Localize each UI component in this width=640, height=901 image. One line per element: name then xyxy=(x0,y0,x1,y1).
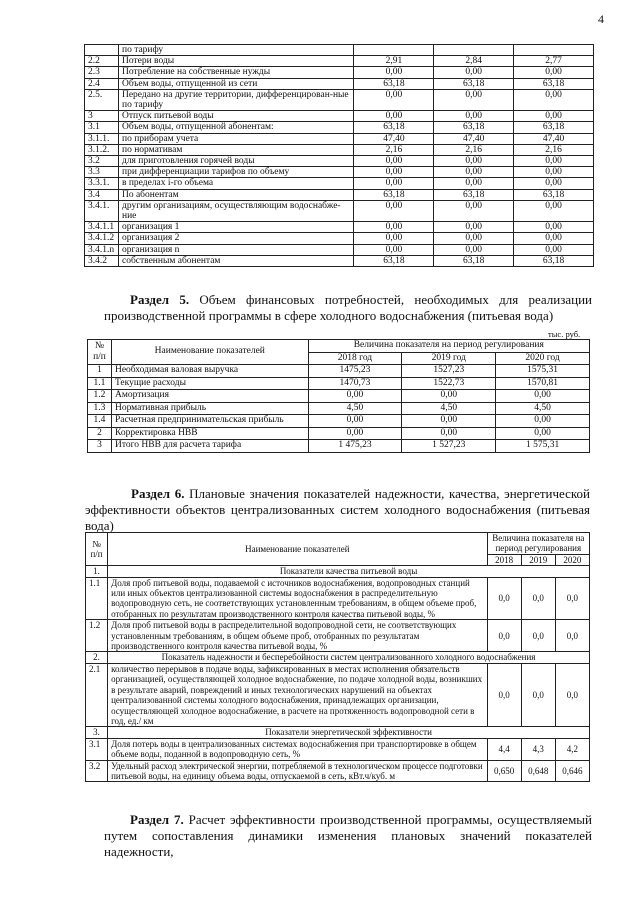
row-number: 3 xyxy=(85,111,119,122)
group-row xyxy=(86,652,590,663)
t3-year: 2020 xyxy=(555,554,589,565)
row-value: 1 527,23 xyxy=(402,440,496,453)
t3-year: 2018 xyxy=(487,554,521,565)
section7-heading-label: Раздел 7. xyxy=(130,812,184,827)
row-name: Корректировка НВВ xyxy=(111,427,308,440)
group-number: 1. xyxy=(86,566,108,577)
row-number: 3.4 xyxy=(85,189,119,200)
t2-year: 2019 год xyxy=(402,352,496,365)
row-value: 0,00 xyxy=(354,178,434,189)
table-row xyxy=(85,178,594,189)
row-value: 63,18 xyxy=(514,122,594,133)
row-value: 47,40 xyxy=(354,133,434,144)
row-name: для приготовления горячей воды xyxy=(118,156,354,167)
row-value: 0,0 xyxy=(521,620,555,652)
row-name: при дифференциации тарифов по объему xyxy=(118,167,354,178)
row-value: 0,00 xyxy=(354,111,434,122)
section6-heading-label: Раздел 6. xyxy=(131,486,185,501)
table-row xyxy=(85,45,594,56)
row-value: 63,18 xyxy=(354,78,434,89)
section7-heading-text: Расчет эффективности производственной программы, осуществляемый путем сопоставления динамики изменения плановых значений показателей надежности, xyxy=(104,812,592,859)
row-name: Текущие расходы xyxy=(111,377,308,390)
table-row xyxy=(88,402,590,415)
row-name: Расчетная предпринимательская прибыль xyxy=(111,415,308,428)
table-row xyxy=(85,167,594,178)
row-value: 63,18 xyxy=(434,78,514,89)
row-number: 3.1 xyxy=(86,738,108,760)
group-number: 3. xyxy=(86,727,108,738)
row-name: Доля проб питьевой воды, подаваемой с источников водоснабжения, водопроводных станций или иных объектов централизованной системы водоснабжения в распределительную водопроводную сеть, не соответствующих установленным требованиям, в общем объеме проб, отобранных по результатам производственного контроля качества питьевой воды, % xyxy=(108,577,488,620)
row-value: 0,0 xyxy=(555,577,589,620)
table-row xyxy=(88,427,590,440)
row-number: 3.3.1. xyxy=(85,178,119,189)
row-name: Объем воды, отпущенной абонентам: xyxy=(118,122,354,133)
row-number: 3.3 xyxy=(85,167,119,178)
table-row xyxy=(85,189,594,200)
row-number: 1.4 xyxy=(88,415,112,428)
row-value: 47,40 xyxy=(514,133,594,144)
table-row xyxy=(85,89,594,110)
row-value xyxy=(354,45,434,56)
group-number: 2. xyxy=(86,652,108,663)
row-name: Объем воды, отпущенной из сети xyxy=(118,78,354,89)
row-value: 0,00 xyxy=(354,233,434,244)
t3-col-no: № п/п xyxy=(86,533,108,566)
row-value: 0,00 xyxy=(308,390,402,403)
row-value: 0,0 xyxy=(487,577,521,620)
table-row xyxy=(85,233,594,244)
t2-year: 2020 год xyxy=(496,352,590,365)
t3-year: 2019 xyxy=(521,554,555,565)
row-value: 4,50 xyxy=(308,402,402,415)
row-value: 0,00 xyxy=(354,222,434,233)
row-value: 0,00 xyxy=(434,178,514,189)
row-name: Передано на другие территории, дифференцирован-ные по тарифу xyxy=(118,89,354,110)
row-value: 4,50 xyxy=(402,402,496,415)
row-value: 2,77 xyxy=(514,56,594,67)
row-value: 4,3 xyxy=(521,738,555,760)
section6-heading xyxy=(85,486,590,534)
row-name: по нормативам xyxy=(118,144,354,155)
table-row xyxy=(85,255,594,266)
row-value: 63,18 xyxy=(434,122,514,133)
section5-heading-text: Объем финансовых потребностей, необходимых для реализации производственной программы в сфере холодного водоснабжения (питьевая вода) xyxy=(104,292,593,323)
row-name: по тарифу xyxy=(118,45,354,56)
group-title: Показатели энергетической эффективности xyxy=(108,727,590,738)
row-value: 63,18 xyxy=(434,189,514,200)
row-value: 0,00 xyxy=(308,415,402,428)
row-name: организация 1 xyxy=(118,222,354,233)
table-row xyxy=(86,620,590,652)
row-value: 1 575,31 xyxy=(496,440,590,453)
row-value: 0,00 xyxy=(434,244,514,255)
table-row xyxy=(86,577,590,620)
row-value: 0,00 xyxy=(514,200,594,221)
row-value: 0,00 xyxy=(354,244,434,255)
row-name: по приборам учета xyxy=(118,133,354,144)
row-value: 0,00 xyxy=(402,415,496,428)
row-value: 0,00 xyxy=(354,200,434,221)
group-title: Показатели качества питьевой воды xyxy=(108,566,590,577)
table-row xyxy=(86,738,590,760)
row-value: 2,16 xyxy=(434,144,514,155)
row-value: 0,00 xyxy=(434,222,514,233)
row-value xyxy=(434,45,514,56)
water-balance-table xyxy=(84,44,594,267)
row-name: Потребление на собственные нужды xyxy=(118,67,354,78)
reliability-indicators-table xyxy=(85,532,590,782)
t2-col-period: Величина показателя на период регулирования xyxy=(308,340,589,353)
row-value: 0,00 xyxy=(402,390,496,403)
table-row xyxy=(85,111,594,122)
table-row xyxy=(88,365,590,378)
row-value: 2,84 xyxy=(434,56,514,67)
row-value: 0,00 xyxy=(434,156,514,167)
table-row xyxy=(85,133,594,144)
row-value: 63,18 xyxy=(514,189,594,200)
row-name: количество перерывов в подаче воды, зафиксированных в местах исполнения обязательств организацией, осуществляющей холодное водоснабжение, по подаче холодной воды, возникших в результате аварий, повреждений и иных технологических нарушений на объектах централизованной системы холодного водоснабжения, принадлежащих организации, осуществляющей холодное водоснабжение, в расчете на протяженность водопроводной сети в год, ед./ км xyxy=(108,663,488,726)
row-value: 1570,81 xyxy=(496,377,590,390)
row-value: 63,18 xyxy=(354,122,434,133)
financial-needs-table xyxy=(87,339,590,453)
row-value: 1470,73 xyxy=(308,377,402,390)
row-name: Потери воды xyxy=(118,56,354,67)
row-value: 1575,31 xyxy=(496,365,590,378)
row-value: 2,16 xyxy=(354,144,434,155)
row-name: Доля проб питьевой воды в распределительной водопроводной сети, не соответствующих установленным требованиям, в общем объеме проб, отобранных по результатам производственного контроля качества питьевой воды, % xyxy=(108,620,488,652)
row-number: 2 xyxy=(88,427,112,440)
table-row xyxy=(88,377,590,390)
row-value: 0,650 xyxy=(487,760,521,782)
row-value: 4,4 xyxy=(487,738,521,760)
row-name: Амортизация xyxy=(111,390,308,403)
group-title: Показатель надежности и бесперебойности систем централизованного холодного водоснабжения xyxy=(108,652,590,663)
row-name: По абонентам xyxy=(118,189,354,200)
t2-col-name: Наименование показателей xyxy=(111,340,308,365)
row-value: 4,50 xyxy=(496,402,590,415)
row-number: 1.2 xyxy=(86,620,108,652)
row-name: организация 2 xyxy=(118,233,354,244)
row-value: 0,0 xyxy=(487,620,521,652)
table-row xyxy=(88,415,590,428)
row-number: 1 xyxy=(88,365,112,378)
row-value: 1522,73 xyxy=(402,377,496,390)
row-value: 0,00 xyxy=(434,167,514,178)
table-row xyxy=(85,200,594,221)
row-value: 0,00 xyxy=(514,167,594,178)
row-value: 1 475,23 xyxy=(308,440,402,453)
table-row xyxy=(85,122,594,133)
row-name: Удельный расход электрической энергии, потребляемой в технологическом процессе подготовки питьевой воды, на единицу объема воды, отпускаемой в сеть, кВт.ч/куб. м xyxy=(108,760,488,782)
row-number: 3.4.1.1 xyxy=(85,222,119,233)
row-number: 1.3 xyxy=(88,402,112,415)
row-name: Отпуск питьевой воды xyxy=(118,111,354,122)
row-name: другим организациям, осуществляющим водоснабже-ние xyxy=(118,200,354,221)
row-value: 0,0 xyxy=(521,663,555,726)
group-row xyxy=(86,566,590,577)
row-number: 3.4.1.2 xyxy=(85,233,119,244)
row-number: 3.1.2. xyxy=(85,144,119,155)
row-value: 0,00 xyxy=(514,67,594,78)
row-value: 0,0 xyxy=(555,620,589,652)
row-value: 0,00 xyxy=(434,89,514,110)
row-number: 3.2 xyxy=(85,156,119,167)
row-value: 0,00 xyxy=(354,67,434,78)
row-number: 2.4 xyxy=(85,78,119,89)
page-number: 4 xyxy=(598,12,604,26)
row-number: 3.1 xyxy=(85,122,119,133)
row-value: 0,0 xyxy=(521,577,555,620)
row-name: Итого НВВ для расчета тарифа xyxy=(111,440,308,453)
row-number: 3.4.2 xyxy=(85,255,119,266)
table-row xyxy=(85,144,594,155)
row-value: 0,00 xyxy=(434,67,514,78)
row-name: собственным абонентам xyxy=(118,255,354,266)
table-row xyxy=(85,156,594,167)
row-value: 0,00 xyxy=(496,390,590,403)
group-row xyxy=(86,727,590,738)
section5-heading xyxy=(104,292,592,324)
row-name: Доля потерь воды в централизованных системах водоснабжения при транспортировке в общем объеме воды, поданной в водопроводную сеть, % xyxy=(108,738,488,760)
row-value: 2,91 xyxy=(354,56,434,67)
row-value: 0,00 xyxy=(434,200,514,221)
t2-year: 2018 год xyxy=(308,352,402,365)
row-value: 0,00 xyxy=(514,222,594,233)
row-number: 3.4.1.n xyxy=(85,244,119,255)
row-value: 0,00 xyxy=(514,89,594,110)
row-value: 63,18 xyxy=(514,255,594,266)
row-value: 0,0 xyxy=(487,663,521,726)
row-value: 63,18 xyxy=(514,78,594,89)
row-value: 0,00 xyxy=(496,427,590,440)
row-value: 63,18 xyxy=(354,255,434,266)
row-value: 0,00 xyxy=(434,233,514,244)
table-row xyxy=(86,760,590,782)
row-value: 1475,23 xyxy=(308,365,402,378)
row-value: 0,00 xyxy=(496,415,590,428)
row-value: 47,40 xyxy=(434,133,514,144)
row-value: 0,00 xyxy=(514,111,594,122)
row-value: 0,00 xyxy=(354,167,434,178)
row-value: 0,00 xyxy=(354,156,434,167)
row-value: 4,2 xyxy=(555,738,589,760)
row-value: 63,18 xyxy=(434,255,514,266)
table-row xyxy=(85,56,594,67)
table-row xyxy=(85,222,594,233)
row-value: 0,00 xyxy=(514,244,594,255)
table-row xyxy=(85,67,594,78)
row-number: 3.1.1. xyxy=(85,133,119,144)
row-value: 0,00 xyxy=(514,178,594,189)
row-value: 0,00 xyxy=(514,156,594,167)
row-value: 2,16 xyxy=(514,144,594,155)
row-number: 1.1 xyxy=(86,577,108,620)
section7-heading xyxy=(104,812,592,860)
row-number: 2.5. xyxy=(85,89,119,110)
row-value: 63,18 xyxy=(354,189,434,200)
row-name: Нормативная прибыль xyxy=(111,402,308,415)
row-number: 2.3 xyxy=(85,67,119,78)
table-row xyxy=(86,663,590,726)
section5-unit: тыс. руб. xyxy=(548,329,581,339)
row-value: 0,00 xyxy=(402,427,496,440)
row-number: 3.4.1. xyxy=(85,200,119,221)
row-value: 0,00 xyxy=(308,427,402,440)
section6-heading-text: Плановые значения показателей надежности, качества, энергетической эффективности объектов централизованных систем холодного водоснабжения (питьевая вода) xyxy=(85,486,591,533)
row-value: 0,646 xyxy=(555,760,589,782)
row-value: 1527,23 xyxy=(402,365,496,378)
table-row xyxy=(85,78,594,89)
row-value: 0,00 xyxy=(514,233,594,244)
row-value xyxy=(514,45,594,56)
t2-col-no: № п/п xyxy=(88,340,112,365)
table-row xyxy=(88,440,590,453)
row-name: организация n xyxy=(118,244,354,255)
t3-col-name: Наименование показателей xyxy=(108,533,488,566)
section5-heading-label: Раздел 5. xyxy=(130,292,190,307)
row-number xyxy=(85,45,119,56)
table-row xyxy=(88,390,590,403)
row-name: Необходимая валовая выручка xyxy=(111,365,308,378)
table-row xyxy=(85,244,594,255)
row-value: 0,00 xyxy=(434,111,514,122)
row-number: 3 xyxy=(88,440,112,453)
row-number: 2.2 xyxy=(85,56,119,67)
row-number: 2.1 xyxy=(86,663,108,726)
row-value: 0,00 xyxy=(354,89,434,110)
row-name: в пределах i-го объема xyxy=(118,178,354,189)
t3-col-period: Величина показателя на период регулирования xyxy=(487,533,589,555)
row-value: 0,0 xyxy=(555,663,589,726)
row-value: 0,648 xyxy=(521,760,555,782)
row-number: 3.2 xyxy=(86,760,108,782)
row-number: 1.1 xyxy=(88,377,112,390)
row-number: 1.2 xyxy=(88,390,112,403)
